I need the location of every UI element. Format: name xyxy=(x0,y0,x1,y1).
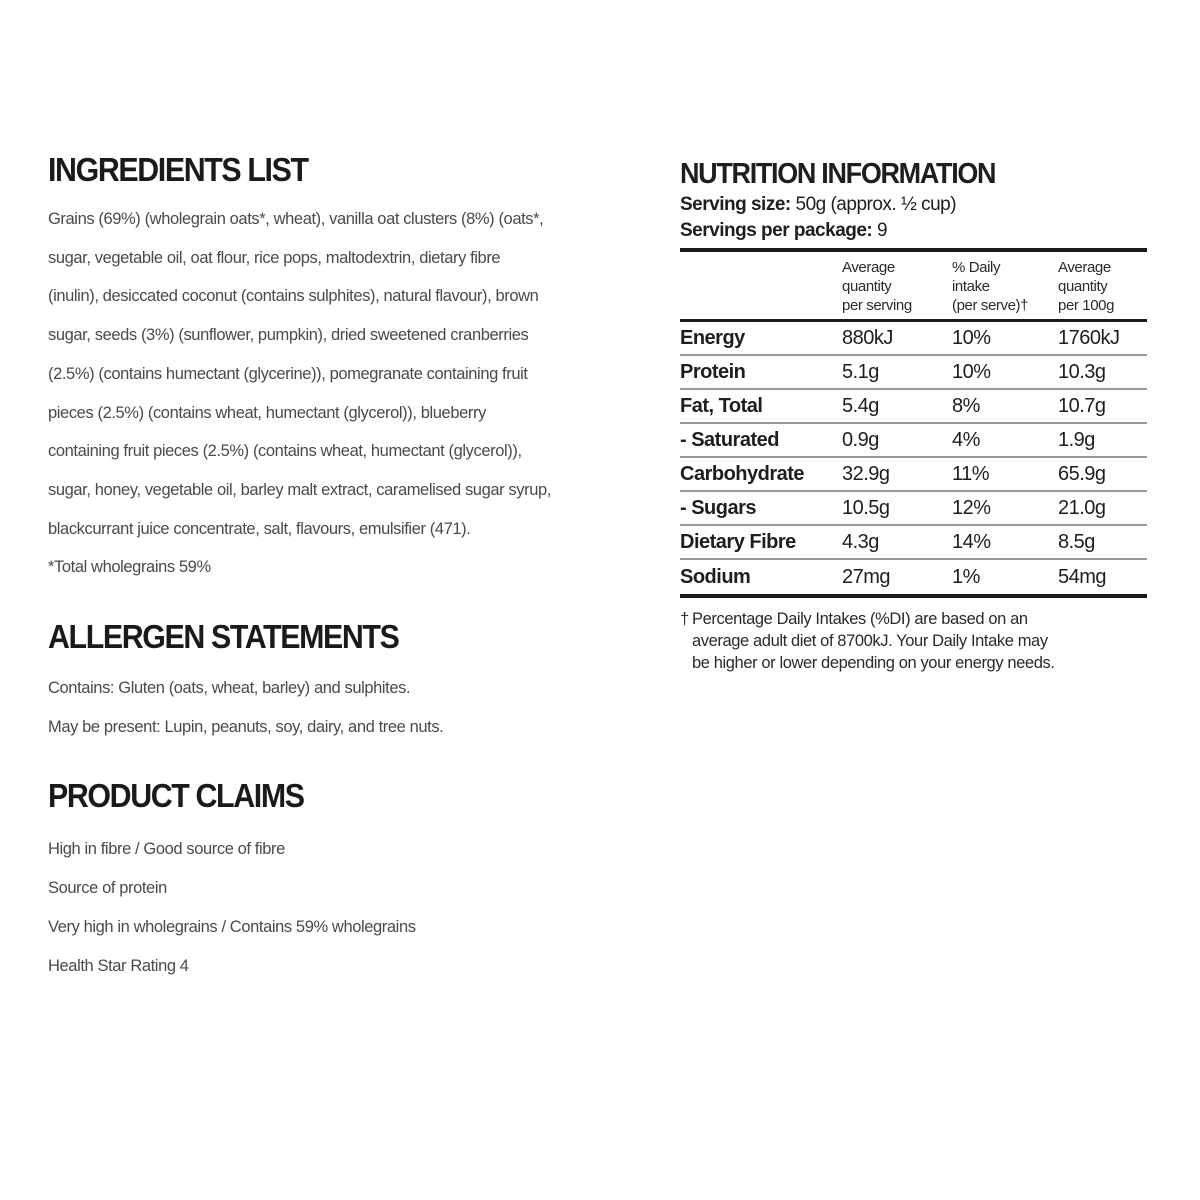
claim-item: Source of protein xyxy=(48,879,167,898)
claim-item: Health Star Rating 4 xyxy=(48,956,189,975)
ingredients-line: (inulin), desiccated coconut (contains sulphites), natural flavour), brown xyxy=(48,287,539,306)
per-100g-value: 10.3g xyxy=(1058,360,1106,383)
allergen-contains: Contains: Gluten (oats, wheat, barley) and sulphites. xyxy=(48,679,411,698)
serving-size-value: 50g (approx. ½ cup) xyxy=(795,194,957,215)
header-text: Average xyxy=(1058,259,1111,276)
nutrition-row-carbohydrate xyxy=(680,458,1147,492)
nutrient-name: Dietary Fibre xyxy=(680,530,796,553)
per-100g-value: 1760kJ xyxy=(1058,326,1120,349)
dagger-mark: † xyxy=(680,610,689,628)
header-text: Average xyxy=(842,259,895,276)
header-text: quantity xyxy=(1058,278,1108,295)
serving-size xyxy=(680,192,1147,218)
ingredients-line: Grains (69%) (wholegrain oats*, wheat), vanilla oat clusters (8%) (oats*, xyxy=(48,210,544,228)
ingredients-text xyxy=(48,200,628,587)
ingredients-line: containing fruit pieces (2.5%) (contains wheat, humectant (glycerol)), xyxy=(48,442,522,461)
daily-intake-value: 10% xyxy=(952,326,991,349)
per-100g-value: 21.0g xyxy=(1058,496,1106,519)
nutrient-name: Carbohydrate xyxy=(680,462,805,485)
daily-intake-value: 10% xyxy=(952,360,991,383)
servings-label: Servings per package: xyxy=(680,220,873,241)
nutrition-row-energy xyxy=(680,322,1147,356)
nutrition-panel xyxy=(680,156,1147,674)
header-text: intake xyxy=(952,278,990,295)
daily-intake-footnote xyxy=(680,608,1147,674)
header-per-100g xyxy=(1058,258,1147,315)
header-text: per serving xyxy=(842,297,912,314)
per-100g-value: 54mg xyxy=(1058,565,1107,588)
nutrition-table-header xyxy=(680,252,1147,322)
nutrition-heading: NUTRITION INFORMATION xyxy=(680,158,996,190)
per-serving-value: 880kJ xyxy=(842,326,893,349)
ingredients-line: (2.5%) (contains humectant (glycerine)), pomegranate containing fruit xyxy=(48,364,528,383)
daily-intake-value: 11% xyxy=(952,462,990,485)
ingredients-line: sugar, seeds (3%) (sunflower, pumpkin), dried sweetened cranberries xyxy=(48,326,529,345)
allergen-heading: ALLERGEN STATEMENTS xyxy=(48,618,399,656)
footnote-line: be higher or lower depending on your energy needs. xyxy=(692,654,1055,672)
ingredients-line: sugar, honey, vegetable oil, barley malt extract, caramelised sugar syrup, xyxy=(48,480,551,499)
per-serving-value: 4.3g xyxy=(842,530,879,553)
header-text: % Daily xyxy=(952,259,1001,276)
allergen-may-be-present: May be present: Lupin, peanuts, soy, dairy, and tree nuts. xyxy=(48,717,444,736)
wholegrain-footnote: *Total wholegrains 59% xyxy=(48,558,211,577)
claim-item: Very high in wholegrains / Contains 59% wholegrains xyxy=(48,917,416,936)
daily-intake-value: 12% xyxy=(952,496,991,519)
nutrition-row-sugars xyxy=(680,492,1147,526)
nutrient-name: - Saturated xyxy=(680,428,779,451)
nutrition-table xyxy=(680,248,1147,598)
ingredients-line: pieces (2.5%) (contains wheat, humectant (glycerol)), blueberry xyxy=(48,403,486,422)
nutrition-row-protein xyxy=(680,356,1147,390)
ingredients-line: blackcurrant juice concentrate, salt, flavours, emulsifier (471). xyxy=(48,519,471,538)
footnote-text xyxy=(692,608,1147,674)
left-column xyxy=(48,150,628,985)
footnote-line: average adult diet of 8700kJ. Your Daily Intake may xyxy=(692,632,1048,650)
daily-intake-value: 1% xyxy=(952,565,980,588)
servings-value: 9 xyxy=(877,220,888,241)
nutrient-name: Fat, Total xyxy=(680,394,763,417)
claims-heading: PRODUCT CLAIMS xyxy=(48,777,304,815)
nutrient-name: Sodium xyxy=(680,565,751,588)
per-100g-value: 65.9g xyxy=(1058,462,1106,485)
daily-intake-value: 8% xyxy=(952,394,980,417)
nutrition-row-fat-total xyxy=(680,390,1147,424)
per-serving-value: 32.9g xyxy=(842,462,890,485)
per-100g-value: 1.9g xyxy=(1058,428,1095,451)
per-100g-value: 8.5g xyxy=(1058,530,1095,553)
header-text: per 100g xyxy=(1058,297,1115,314)
ingredients-line: sugar, vegetable oil, oat flour, rice pops, maltodextrin, dietary fibre xyxy=(48,248,501,267)
ingredients-heading: INGREDIENTS LIST xyxy=(48,151,308,188)
footnote-line: Percentage Daily Intakes (%DI) are based on an xyxy=(692,610,1028,628)
per-serving-value: 5.1g xyxy=(842,360,879,383)
nutrient-name: - Sugars xyxy=(680,496,757,519)
nutrient-name: Energy xyxy=(680,326,745,349)
nutrition-row-sodium xyxy=(680,560,1147,594)
header-text: quantity xyxy=(842,278,892,295)
servings-per-package xyxy=(680,218,1147,244)
daily-intake-value: 4% xyxy=(952,428,980,451)
header-text: (per serve)† xyxy=(952,297,1029,314)
per-serving-value: 5.4g xyxy=(842,394,879,417)
per-serving-value: 0.9g xyxy=(842,428,879,451)
per-serving-value: 10.5g xyxy=(842,496,890,519)
nutrition-row-saturated xyxy=(680,424,1147,458)
claim-item: High in fibre / Good source of fibre xyxy=(48,840,285,859)
nutrition-row-dietary-fibre xyxy=(680,526,1147,560)
serving-size-label: Serving size: xyxy=(680,194,791,215)
header-daily-intake xyxy=(952,258,1058,315)
daily-intake-value: 14% xyxy=(952,530,991,553)
header-per-serving xyxy=(842,258,952,315)
nutrient-name: Protein xyxy=(680,360,746,383)
per-100g-value: 10.7g xyxy=(1058,394,1106,417)
per-serving-value: 27mg xyxy=(842,565,891,588)
